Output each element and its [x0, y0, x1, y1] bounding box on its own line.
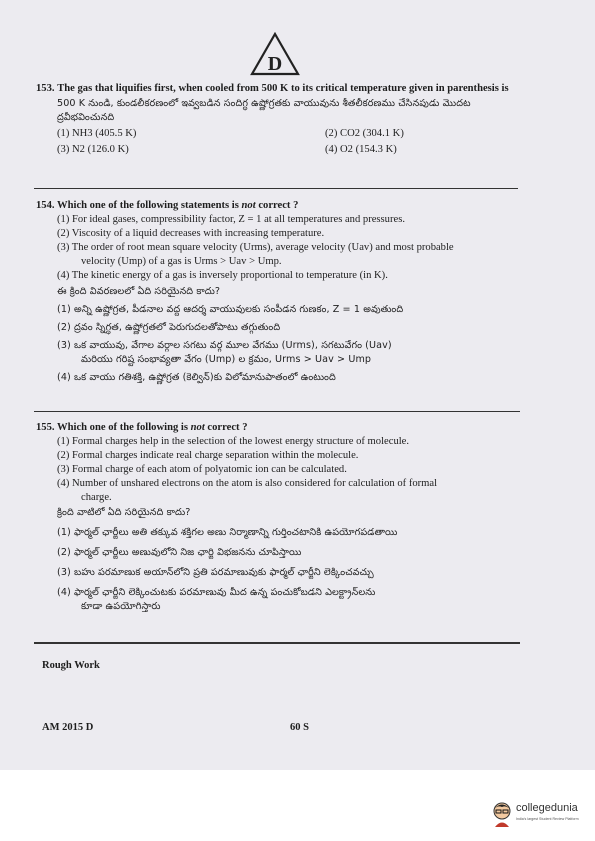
question-text-end: correct ?: [204, 422, 248, 433]
options-te: [57, 303, 526, 385]
question-text-en: Which one of the following is: [57, 422, 191, 433]
option-2: (2) Formal charges indicate real charge separation within the molecule.: [57, 450, 359, 461]
question-number: 155.: [36, 422, 55, 433]
divider: [34, 188, 518, 189]
question-155: [36, 421, 526, 614]
footer-code: AM 2015 D: [42, 722, 94, 733]
option-4: (4) O2 (154.3 K): [325, 144, 397, 155]
option-te-2: (2) ఫార్మల్ ఛార్జీలు అణువులోని నిజ ఛార్జి విభజనను చూపిస్తాయి: [57, 547, 302, 558]
option-1: (1) Formal charges help in the selection of the lowest energy structure of molecule.: [57, 436, 410, 447]
option-1: (1) For ideal gases, compressibility factor, Z = 1 at all temperatures and pressures.: [57, 214, 405, 225]
rough-work-label: Rough Work: [42, 660, 100, 671]
question-text-te: 500 K నుండి, కుండలీకరణంలో ఇవ్వబడిన సందిగ్ధ ఉష్ణోగ్రతకు వాయువును శీతలీకరణము చేసినపుడు మొదట ద్రవీభవించునది: [57, 98, 471, 123]
option-3: (3) The order of root mean square velocity (Urms), average velocity (Uav) and most probable: [57, 242, 454, 253]
option-te-1: (1) ఫార్మల్ ఛార్జీలు అతి తక్కువ శక్తిగల అణు నిర్మాణాన్ని గుర్తించటానికి ఉపయోగపడతాయి: [57, 527, 398, 538]
option-3: (3) Formal charge of each atom of polyatomic ion can be calculated.: [57, 464, 347, 475]
option-te-3-cont: మరియు గరిష్ట సంభావ్యతా వేగం (Ump) ల క్రమం, Urms > Uav > Ump: [81, 354, 372, 365]
student-avatar-icon: [490, 800, 514, 828]
option-te-4-cont: కూడా ఉపయోగిస్తారు: [81, 601, 161, 612]
option-3: (3) N2 (126.0 K): [57, 144, 129, 155]
option-te-1: (1) అన్ని ఉష్ణోగ్రత, పీడనాల వద్ద ఆదర్శ వాయువులకు సంపీడన గుణకం, Z = 1 అవుతుంది: [57, 304, 404, 315]
booklet-code-triangle: [250, 32, 300, 76]
question-number: 154.: [36, 200, 55, 211]
question-text-te: క్రింది వాటిలో ఏది సరియైనది కాదు?: [57, 507, 191, 518]
brand-tagline: India's largest Student Review Platform: [516, 817, 579, 821]
option-te-3: (3) బహు పరమాణుక అయాన్‌లోని ప్రతి పరమాణువుకు ఫార్మల్ ఛార్జీని లెక్కించవచ్చు: [57, 567, 374, 578]
question-154: [36, 199, 526, 385]
question-153: [36, 82, 520, 157]
option-1: (1) NH3 (405.5 K): [57, 128, 137, 139]
options-te: [57, 526, 526, 614]
page-number: 60 S: [290, 722, 309, 733]
options-en: [57, 435, 526, 505]
option-2: (2) CO2 (304.1 K): [325, 128, 404, 139]
option-te-3: (3) ఒక వాయువు, వేగాల వర్గాల సగటు వర్గ మూల వేగము (Urms), సగటువేగం (Uav): [57, 340, 392, 351]
question-text-en: Which one of the following statements is: [57, 200, 242, 211]
option-2: (2) Viscosity of a liquid decreases with increasing temperature.: [57, 228, 325, 239]
option-te-2: (2) ద్రవం స్నిగ్ధత, ఉష్ణోగ్రతలో పెరుగుదలతోపాటు తగ్గుతుంది: [57, 322, 281, 333]
option-3-cont: velocity (Ump) of a gas is Urms > Uav > Ump.: [81, 256, 282, 267]
option-te-4: (4) ఫార్మల్ ఛార్జీని లెక్కించుటకు పరమాణువు మీద ఉన్న పంచుకోబడని ఎలక్ట్రాన్‌లను: [57, 587, 376, 598]
option-4-cont: charge.: [81, 492, 112, 503]
option-4: (4) The kinetic energy of a gas is inversely proportional to temperature (in K).: [57, 270, 388, 281]
question-number: 153.: [36, 83, 55, 94]
question-text-te: ఈ క్రింది వివరణలలో ఏది సరియైనది కాదు?: [57, 286, 221, 297]
option-te-4: (4) ఒక వాయు గతిశక్తి, ఉష్ణోగ్రత (కెల్విన్)కు విలోమానుపాతంలో ఉంటుంది: [57, 372, 336, 383]
brand-logo[interactable]: [490, 798, 590, 832]
booklet-code: D: [267, 53, 283, 75]
question-text-en: The gas that liquifies first, when cooled from 500 K to its critical temperature given in parenthesis is: [57, 83, 509, 94]
emphasis: not: [241, 200, 256, 211]
options-en: [57, 213, 526, 283]
emphasis: not: [190, 422, 205, 433]
question-text-end: correct ?: [255, 200, 299, 211]
divider-thick: [34, 642, 520, 644]
option-4: (4) Number of unshared electrons on the atom is also considered for calculation of formal: [57, 478, 438, 489]
options-grid: [57, 127, 520, 157]
brand-name: collegedunia: [516, 802, 578, 814]
divider: [34, 411, 520, 412]
